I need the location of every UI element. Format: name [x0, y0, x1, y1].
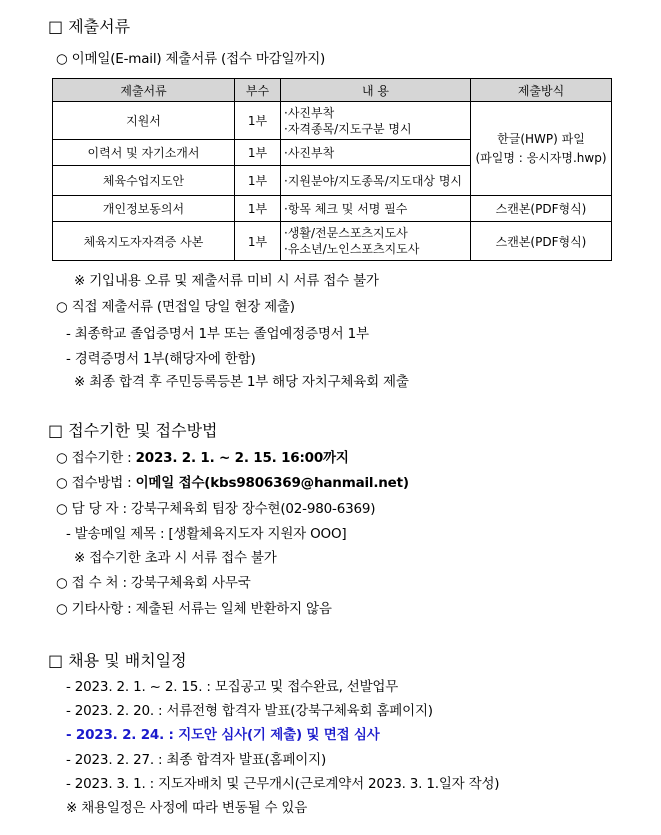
cell-method-merged	[471, 102, 612, 196]
cell-content: ·사진부착	[281, 140, 471, 166]
cell-method: 스캔본(PDF형식)	[471, 222, 612, 261]
cell-count: 1부	[235, 102, 281, 140]
cell-method: 스캔본(PDF형식)	[471, 196, 612, 222]
method-line	[56, 471, 409, 491]
content-line: ·생활/전문스포츠지도사	[284, 226, 408, 240]
header-doc: 제출서류	[53, 79, 235, 102]
mail-subject-line: - 발송메일 제목 : [생활체육지도자 지원자 OOO]	[66, 526, 347, 542]
section-title-schedule: □ 채용 및 배치일정	[48, 651, 187, 670]
contact-line: ○ 담 당 자 : 강북구체육회 팀장 장수현(02-980-6369)	[56, 501, 376, 517]
cell-count: 1부	[235, 166, 281, 196]
direct-documents-heading: ○ 직접 제출서류 (면접일 당일 현장 제출)	[56, 299, 295, 315]
header-method: 제출방식	[471, 79, 612, 102]
note-schedule: ※ 채용일정은 사정에 따라 변동될 수 있음	[66, 800, 308, 816]
cell-count: 1부	[235, 140, 281, 166]
schedule-item: - 2023. 2. 27. : 최종 합격자 발표(홈페이지)	[66, 752, 327, 768]
email-documents-heading: ○ 이메일(E-mail) 제출서류 (접수 마감일까지)	[56, 51, 326, 67]
cell-content: ·항목 체크 및 서명 필수	[281, 196, 471, 222]
place-line: ○ 접 수 처 : 강북구체육회 사무국	[56, 575, 251, 591]
section-title-submission: □ 접수기한 및 접수방법	[48, 421, 218, 440]
schedule-item: - 2023. 2. 1. ~ 2. 15. : 모집공고 및 접수완료, 선발업무	[66, 679, 399, 695]
schedule-item: - 2023. 2. 20. : 서류전형 합격자 발표(강북구체육회 홈페이지)	[66, 703, 433, 719]
schedule-item-highlight: - 2023. 2. 24. : 지도안 심사(기 제출) 및 면접 심사	[66, 727, 380, 743]
table-row	[53, 196, 612, 222]
header-content: 내 용	[281, 79, 471, 102]
note-submission-error: ※ 기입내용 오류 및 제출서류 미비 시 서류 접수 불가	[74, 273, 379, 289]
method-label: ○ 접수방법 :	[56, 475, 136, 491]
section-title-documents: □ 제출서류	[48, 17, 131, 36]
direct-item: - 최종학교 졸업증명서 1부 또는 졸업예정증명서 1부	[66, 326, 369, 342]
cell-doc: 체육수업지도안	[53, 166, 235, 196]
documents-table	[52, 78, 612, 261]
content-line: ·자격종목/지도구분 명시	[284, 121, 412, 136]
etc-line: ○ 기타사항 : 제출된 서류는 일체 반환하지 않음	[56, 601, 332, 617]
direct-item: - 경력증명서 1부(해당자에 한함)	[66, 351, 256, 367]
cell-count: 1부	[235, 222, 281, 261]
header-count: 부수	[235, 79, 281, 102]
method-line: (파일명 : 응시자명.hwp)	[475, 150, 607, 165]
table-row	[53, 222, 612, 261]
table-header-row	[53, 79, 612, 102]
cell-content	[281, 222, 471, 261]
deadline-line	[56, 446, 349, 466]
cell-content: ·지원분야/지도종목/지도대상 명시	[281, 166, 471, 196]
cell-doc: 체육지도자자격증 사본	[53, 222, 235, 261]
cell-content	[281, 102, 471, 140]
note-final-pass: ※ 최종 합격 후 주민등록등본 1부 해당 자치구체육회 제출	[74, 374, 409, 390]
table-row	[53, 102, 612, 140]
content-line: ·사진부착	[284, 105, 335, 120]
deadline-label: ○ 접수기한 :	[56, 450, 136, 466]
cell-doc: 이력서 및 자기소개서	[53, 140, 235, 166]
cell-count: 1부	[235, 196, 281, 222]
schedule-item: - 2023. 3. 1. : 지도자배치 및 근무개시(근로계약서 2023. 3. 1.일자 작성)	[66, 776, 500, 792]
method-value: 이메일 접수(kbs9806369@hanmail.net)	[135, 475, 409, 491]
note-deadline: ※ 접수기한 초과 시 서류 접수 불가	[74, 550, 277, 566]
cell-doc: 개인정보동의서	[53, 196, 235, 222]
content-line: ·유소년/노인스포츠지도사	[284, 242, 420, 256]
deadline-value: 2023. 2. 1. ~ 2. 15. 16:00까지	[135, 450, 349, 466]
method-line: 한글(HWP) 파일	[497, 131, 585, 146]
cell-doc: 지원서	[53, 102, 235, 140]
